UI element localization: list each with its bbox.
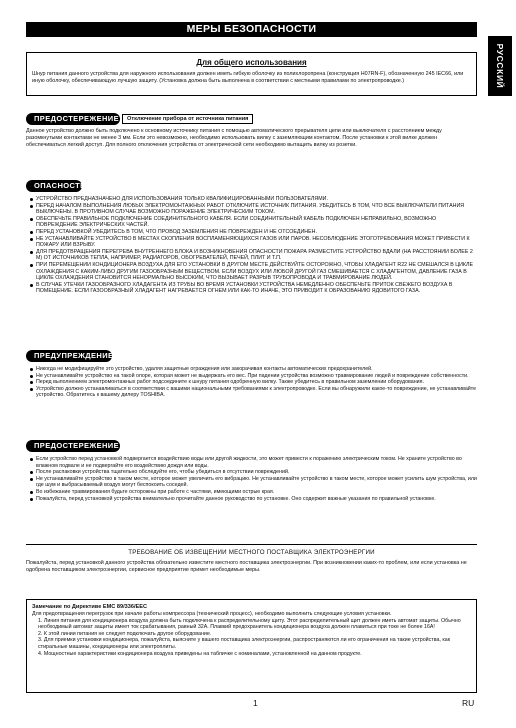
emc-directive-heading: Замечание по Директиве EMC 89/336/EEC xyxy=(32,604,148,610)
caution-disconnect-sub-label: Отключение прибора от источника питания xyxy=(122,114,253,124)
danger-item: ДЛЯ ПРЕДОТВРАЩЕНИЯ ПЕРЕГРЕВА ВНУТРЕННЕГО БЛОКА И ВОЗНИКНОВЕНИЯ ОПАСНОСТИ ПОЖАРА РАЗМЕСТИТЕ УСТРОЙСТВО ВДАЛИ (НА РАССТОЯНИИ БОЛЕЕ 2 М) ОТ ИСТОЧНИКОВ ТЕПЛА, НАПРИМЕР, РАДИАТОРОВ, ОБОГРЕВАТЕЛЕЙ, ПЕЧЕЙ, ПЛИТ И Т.П. xyxy=(30,249,477,262)
danger-item: ПЕРЕД НАЧАЛОМ ВЫПОЛНЕНИЯ ЛЮБЫХ ЭЛЕКТРОМОНТАЖНЫХ РАБОТ ОТКЛЮЧИТЕ ИСТОЧНИК ПИТАНИЯ. УБЕДИТЕСЬ В ТОМ, ЧТО ВСЕ ВЫКЛЮЧАТЕЛИ ПИТАНИЯ ВЫКЛЮЧЕНЫ. В ПРОТИВНОМ СЛУЧАЕ ВОЗМОЖНО ПОРАЖЕНИЕ ЭЛЕКТРИЧЕСКИМ ТОКОМ. xyxy=(30,203,477,216)
warning-item: Никогда не модифицируйте это устройство, удаляя защитные ограждения или закорачивая контакты автоматических предохранителей. xyxy=(30,366,477,373)
emc-directive-item: 1. Линия питания для кондиционера воздуха должна быть подключена к распределительному щиту. Этот распределительный щит должен иметь автомат защиты. Обычно необходимый автомат защиты имеет ток срабатывания, равный 32А. Плавкий предохранитель кондиционера воздуха должен плавиться при токе не более 16А! xyxy=(38,617,461,631)
danger-item: В СЛУЧАЕ УТЕЧКИ ГАЗООБРАЗНОГО ХЛАДАГЕНТА ИЗ ТРУБЫ ВО ВРЕМЯ УСТАНОВКИ УСТРОЙСТВА НЕМЕДЛЕННО ОБЕСПЕЧЬТЕ ПРИТОК СВЕЖЕГО ВОЗДУХА В ПОМЕЩЕНИЕ. ЕСЛИ ГАЗООБРАЗНЫЙ ХЛАДАГЕНТ НАГРЕВАЕТСЯ ОГНЕМ ИЛИ КАК-ТО ИНАЧЕ, ЭТО ПРИВОДИТ К ОБРАЗОВАНИЮ ЯДОВИТОГО ГАЗА. xyxy=(30,282,477,295)
warning-item: Перед выполнением электромонтажных работ подсоедините к шнуру питания одобренную вилку. Также убедитесь в правильном заземлении оборудования. xyxy=(30,379,477,386)
warning-item: Устройство должно устанавливаться в соответствии с вашими национальными требованиями к электропроводке. Если вы обнаружили какое-то повреждение, не устанавливайте устройство. Обратитесь к вашему дилеру TOSHIBA. xyxy=(30,386,477,399)
danger-item: ПЕРЕД УСТАНОВКОЙ УБЕДИТЕСЬ В ТОМ, ЧТО ПРОВОД ЗАЗЕМЛЕНИЯ НЕ ПОВРЕЖДЕН И НЕ ОТСОЕДИНЕН. xyxy=(30,229,477,236)
general-use-text: Шнур питания данного устройства для наружного использования должен иметь гибкую оболочку из полихлоропрена (конструкция H07RN-F), обозначенную 245 IEC66, или иную оболочку, обеспечивающую лучшую защиту. (Установка должна быть выполнена в соответствии с местными правилами по электропроводке.) xyxy=(32,71,464,84)
danger-item: ПРИ ПЕРЕМЕЩЕНИИ КОНДИЦИОНЕРА ВОЗДУХА ДЛЯ ЕГО УСТАНОВКИ В ДРУГОМ МЕСТЕ ДЕЙСТВУЙТЕ ОСТОРОЖНО, ЧТОБЫ ХЛАДАГЕНТ R22 НЕ СМЕШАЛСЯ В ЦИКЛЕ ОХЛАЖДЕНИЯ С КАКИМ-ЛИБО ДРУГИМ ГАЗООБРАЗНЫМ ВЕЩЕСТВОМ. ЕСЛИ ВОЗДУХ ИЛИ ЛЮБОЙ ДРУГОЙ ГАЗ СМЕШИВАЕТСЯ С ХЛАДАГЕНТОМ, ДАВЛЕНИЕ ГАЗА В ЦИКЛЕ ОХЛАЖДЕНИЯ СТАНОВИТСЯ НЕНОРМАЛЬНО ВЫСОКИМ, ЧТО ВЫЗЫВАЕТ РАЗРЫВ ТРУБОПРОВОДА И ТРАВМИРОВАНИЕ ЛЮДЕЙ. xyxy=(30,262,477,282)
caution-disconnect-badge: ПРЕДОСТЕРЕЖЕНИЕ xyxy=(26,113,120,125)
language-code: RU xyxy=(462,698,475,708)
caution-badge: ПРЕДОСТЕРЕЖЕНИЕ xyxy=(26,440,120,452)
page-title: МЕРЫ БЕЗОПАСНОСТИ xyxy=(26,22,477,37)
page-number: 1 xyxy=(253,698,258,708)
caution-item: Пожалуйста, перед установкой устройства внимательно прочитайте данное руководство по установке. Оно содержит важные указания по правильной установке. xyxy=(30,496,477,503)
language-tab-label: РУССКИЙ xyxy=(495,43,505,89)
danger-item: ОБЕСПЕЧЬТЕ ПРАВИЛЬНОЕ ПОДКЛЮЧЕНИЕ СОЕДИНИТЕЛЬНОГО КАБЕЛЯ. ЕСЛИ СОЕДИНИТЕЛЬНЫЙ КАБЕЛЬ ПОДКЛЮЧЕН НЕПРАВИЛЬНО, ВОЗМОЖНО ПОВРЕЖДЕНИЕ ЭЛЕКТРИЧЕСКИХ ЧАСТЕЙ. xyxy=(30,216,477,229)
general-use-heading: Для общего использования xyxy=(196,58,307,67)
emc-directive-item: 4. Мощностные характеристики кондиционера воздуха приведены на табличке с номиналами, установленной на данном продукте. xyxy=(38,650,362,657)
caution-item: Если устройство перед установкой подвергается воздействию воды или другой жидкости, это может привести к поражению электрическим током. Не храните устройство во влажном подвале и не подвергайте его воздействию дождя или воды. xyxy=(30,456,477,469)
emc-directive-intro: Для предотвращения перегрузок при начале работы компрессора (технический процесс), необходимо выполнить следующие условия установки. xyxy=(32,611,392,617)
danger-badge: ОПАСНОСТЬ xyxy=(26,180,82,192)
emc-directive-item: 2. К этой линии питания не следует подключать другое оборудование. xyxy=(38,630,212,637)
general-use-box xyxy=(26,52,477,96)
danger-list xyxy=(30,196,477,295)
caution-item: Не устанавливайте устройство в таком месте, которое может увеличить его вибрацию. Не устанавливайте устройство в таком месте, которое может усилить шум устройства, или где шум и выбрасываемый воздух могут беспокоить соседей. xyxy=(30,476,477,489)
caution-disconnect-text: Данное устройство должно быть подключено к основному источнику питания с помощью автоматического прерывателя цепи или выключателя с расстоянием между разомкнутыми контактами не менее 3 мм. Если это невозможно, необходимо использовать вилку с заземляющим контактом. После установки к этой вилке должен обеспечиваться легкий доступ. Для полного отключения устройства от электрической сети необходимо вытащить вилку из розетки. xyxy=(26,128,442,148)
emc-directive-box xyxy=(26,599,477,693)
caution-item: После распаковки устройства тщательно обследуйте его, чтобы убедиться в отсутствии повреждений. xyxy=(30,469,477,476)
warning-item: Не устанавливайте устройство на такой опоре, которая может не выдержать его вес. При падении устройства возможно травмирование людей и повреждение собственности. xyxy=(30,373,477,380)
caution-list xyxy=(30,456,477,502)
notice-divider xyxy=(26,544,477,545)
danger-item: УСТРОЙСТВО ПРЕДНАЗНАЧЕНО ДЛЯ ИСПОЛЬЗОВАНИЯ ТОЛЬКО КВАЛИФИЦИРОВАННЫМИ ПОЛЬЗОВАТЕЛЯМИ. xyxy=(30,196,477,203)
emc-directive-item: 3. Для приемки установки кондиционера, пожалуйста, выясните у вашего поставщика электроэнергии, распространяются ли его ограничения на такие устройства, как стиральные машины, кондиционеры или электроплиты. xyxy=(38,637,451,650)
notice-text: Пожалуйста, перед установкой данного устройства обязательно известите местного поставщика электроэнергии. При возникновении каких-то проблем, или если установка не одобрена поставщиком электроэнергии, сервисное предприятие примет необходимые меры. xyxy=(26,560,467,573)
notice-title: ТРЕБОВАНИЕ ОБ ИЗВЕЩЕНИИ МЕСТНОГО ПОСТАВЩИКА ЭЛЕКТРОЭНЕРГИИ xyxy=(128,549,375,556)
danger-item: НЕ УСТАНАВЛИВАЙТЕ УСТРОЙСТВО В МЕСТАХ СКОПЛЕНИЯ ВОСПЛАМЕНЯЮЩИХСЯ ГАЗОВ ИЛИ ПАРОВ. НЕСОБЛЮДЕНИЕ ЭТОГОТРЕБОВАНИЯ МОЖЕТ ПРИВЕСТИ К ПОЖАРУ ИЛИ ВЗРЫВУ. xyxy=(30,236,477,249)
warning-list xyxy=(30,366,477,399)
language-tab xyxy=(488,36,512,96)
warning-badge: ПРЕДУПРЕЖДЕНИЕ xyxy=(26,350,112,362)
caution-item: Во избежание травмирования будьте осторожны при работе с частями, имеющими острые края. xyxy=(30,489,477,496)
